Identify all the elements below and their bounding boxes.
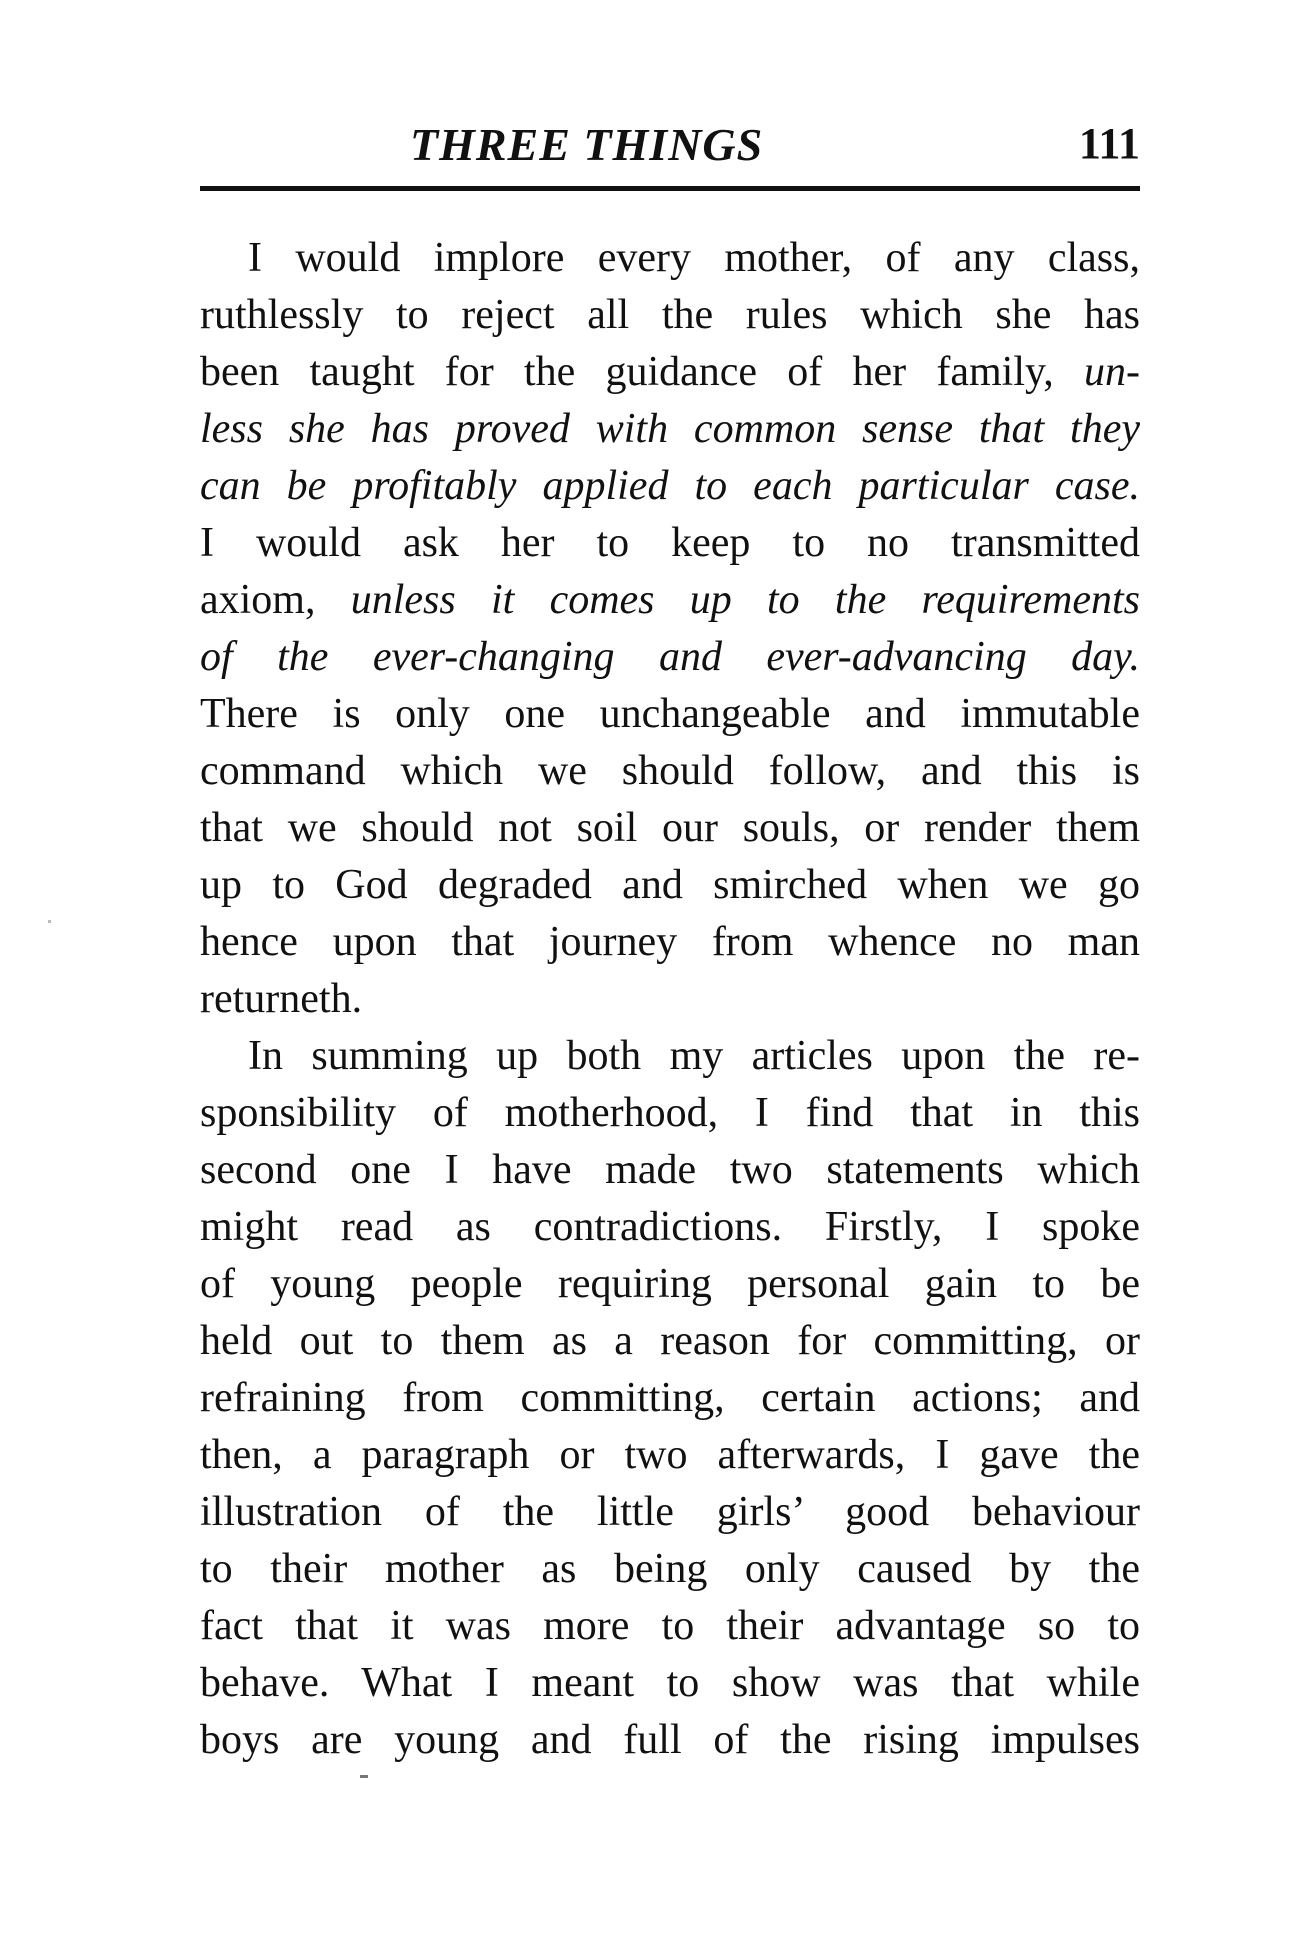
text-run: then, a paragraph or two afterwards, I gave the (200, 1432, 1140, 1478)
text-run: axiom, (200, 577, 351, 623)
text-run: hence upon that journey from whence no man (200, 919, 1140, 965)
text-line (200, 1712, 1140, 1769)
text-run: of young people requiring personal gain to be (200, 1261, 1140, 1307)
text-line (200, 1427, 1140, 1484)
text-run: second one I have made two statements which (200, 1147, 1140, 1193)
margin-speck (48, 920, 51, 923)
running-title: THREE THINGS (410, 119, 764, 170)
text-run: behave. What I meant to show was that while (200, 1660, 1140, 1706)
text-line (200, 1085, 1140, 1142)
text-run: up to God degraded and smirched when we go (200, 862, 1140, 908)
text-run: that we should not soil our souls, or render them (200, 805, 1140, 851)
italic-run: less she has proved with common sense that they (200, 406, 1140, 452)
text-run: to their mother as being only caused by the (200, 1546, 1140, 1592)
stray-ink-mark (360, 1775, 368, 1778)
text-run: boys are young and full of the rising impulses (200, 1717, 1140, 1763)
text-line (200, 515, 1140, 572)
text-line (200, 800, 1140, 857)
text-run: I would implore every mother, of any class, (248, 235, 1140, 281)
text-run: sponsibility of motherhood, I find that in this (200, 1090, 1140, 1136)
italic-run: un- (1084, 349, 1140, 395)
text-line (200, 287, 1140, 344)
text-run: In summing up both my articles upon the re- (248, 1033, 1140, 1079)
text-run: refraining from committing, certain actions; and (200, 1375, 1140, 1421)
text-line (200, 1028, 1140, 1085)
text-line (200, 914, 1140, 971)
header-rule (200, 186, 1140, 191)
text-line (200, 971, 1140, 1028)
text-line (200, 1256, 1140, 1313)
text-line (200, 1370, 1140, 1427)
text-run: illustration of the little girls’ good behaviour (200, 1489, 1140, 1535)
text-run: might read as contradictions. Firstly, I spoke (200, 1204, 1140, 1250)
text-run: been taught for the guidance of her family, (200, 349, 1084, 395)
text-line (200, 1313, 1140, 1370)
page-number: 111 (1078, 119, 1140, 168)
text-run: held out to them as a reason for committing, or (200, 1318, 1140, 1364)
italic-run: unless it comes up to the requirements (350, 577, 1140, 623)
text-line (200, 1598, 1140, 1655)
text-line (200, 857, 1140, 914)
text-run: command which we should follow, and this is (200, 748, 1140, 794)
text-line (200, 230, 1140, 287)
text-line (200, 1142, 1140, 1199)
text-run: There is only one unchangeable and immutable (200, 691, 1140, 737)
text-line (200, 1199, 1140, 1256)
text-line (200, 686, 1140, 743)
text-line (200, 572, 1140, 629)
text-line (200, 458, 1140, 515)
text-run: returneth. (200, 976, 363, 1022)
text-line (200, 1541, 1140, 1598)
body-text (200, 230, 1140, 1769)
text-run: I would ask her to keep to no transmitted (200, 520, 1140, 566)
text-line (200, 629, 1140, 686)
text-line (200, 743, 1140, 800)
running-head (200, 118, 1140, 178)
text-run: fact that it was more to their advantage so to (200, 1603, 1140, 1649)
italic-run: of the ever-changing and ever-advancing day. (200, 634, 1140, 680)
text-line (200, 401, 1140, 458)
italic-run: can be profitably applied to each particular case. (200, 463, 1140, 509)
text-line (200, 1484, 1140, 1541)
text-line (200, 1655, 1140, 1712)
text-line (200, 344, 1140, 401)
text-run: ruthlessly to reject all the rules which she has (200, 292, 1140, 338)
